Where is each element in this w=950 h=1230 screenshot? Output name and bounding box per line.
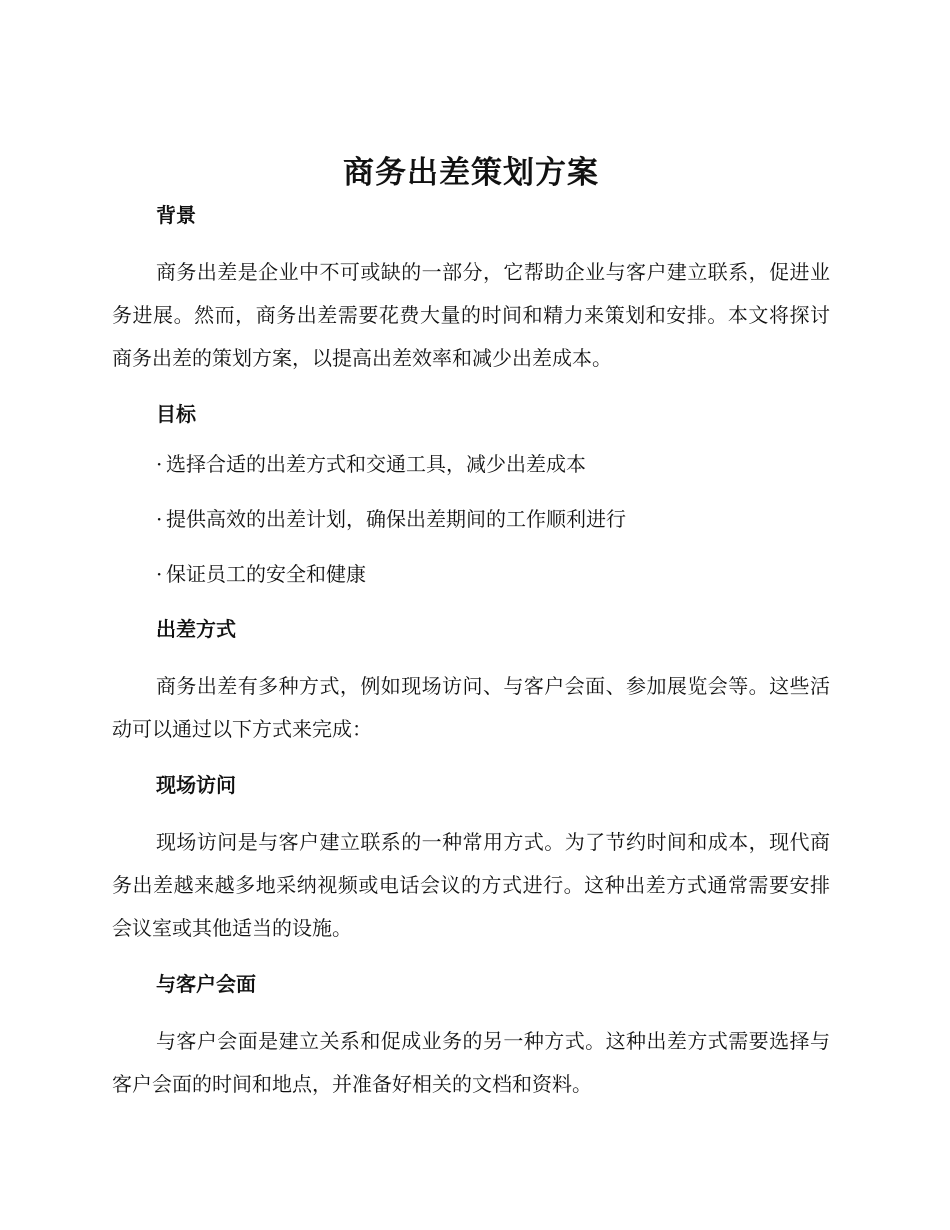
section-heading-goals: 目标 — [156, 402, 196, 426]
bullet-icon: · — [156, 562, 163, 586]
section-heading-background: 背景 — [156, 203, 196, 227]
document-body — [112, 148, 830, 1126]
section-heading-client-meeting: 与客户会面 — [156, 972, 256, 996]
goal-item-text: 提供高效的出差计划，确保出差期间的工作顺利进行 — [166, 507, 626, 531]
paragraph-client-meeting: 与客户会面是建立关系和促成业务的另一种方式。这种出差方式需要选择与客户会面的时间和地点，并准备好相关的文档和资料。 — [112, 1029, 830, 1096]
section-heading-travel-methods: 出差方式 — [156, 617, 236, 641]
goal-item-text: 选择合适的出差方式和交通工具，减少出差成本 — [166, 452, 586, 476]
goal-list-item — [156, 560, 830, 588]
paragraph-site-visit: 现场访问是与客户建立联系的一种常用方式。为了节约时间和成本，现代商务出差越来越多地采纳视频或电话会议的方式进行。这种出差方式通常需要安排会议室或其他适当的设施。 — [112, 830, 830, 940]
goal-item-text: 保证员工的安全和健康 — [166, 562, 366, 586]
bullet-icon: · — [156, 452, 163, 476]
document-title: 商务出差策划方案 — [343, 155, 599, 191]
paragraph-background: 商务出差是企业中不可或缺的一部分，它帮助企业与客户建立联系，促进业务进展。然而，商务出差需要花费大量的时间和精力来策划和安排。本文将探讨商务出差的策划方案，以提高出差效率和减少出差成本。 — [112, 260, 830, 370]
bullet-icon: · — [156, 507, 163, 531]
goal-list-item — [156, 450, 830, 478]
paragraph-travel-methods: 商务出差有多种方式，例如现场访问、与客户会面、参加展览会等。这些活动可以通过以下方式来完成： — [112, 674, 830, 741]
section-heading-site-visit: 现场访问 — [156, 773, 236, 797]
goal-list-item — [156, 505, 830, 533]
